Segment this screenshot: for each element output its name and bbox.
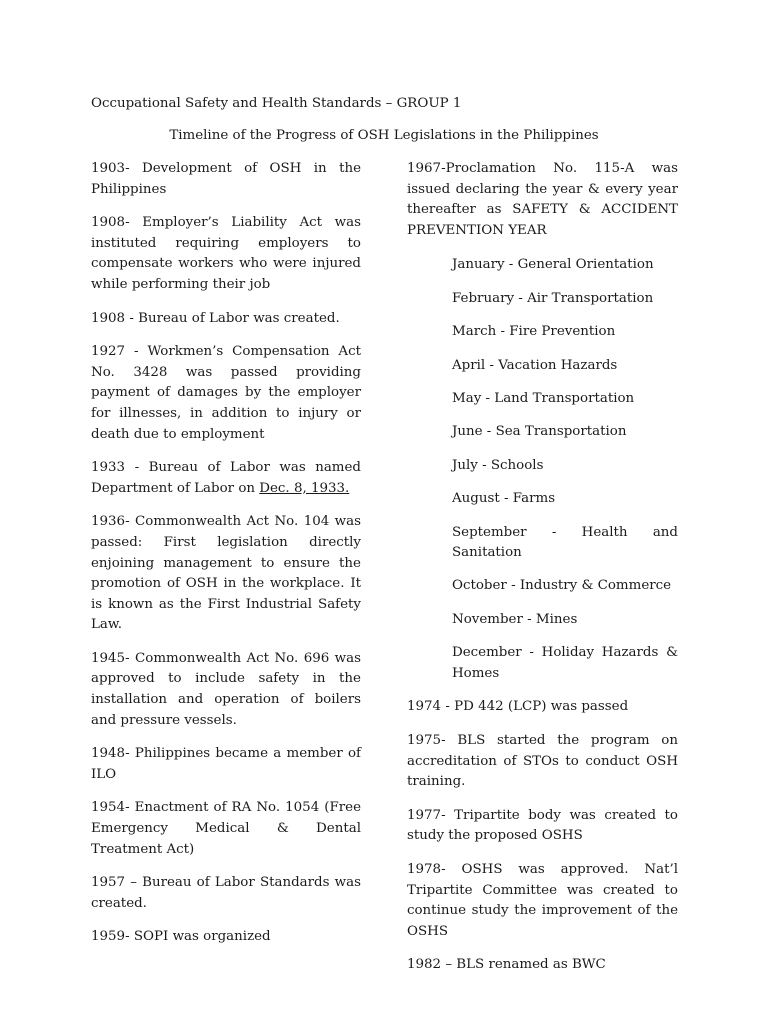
timeline-entry: 1908 - Bureau of Labor was created. xyxy=(91,310,340,326)
timeline-entry: 1945- Commonwealth Act No. 696 was approved to include safety in the installation and operation of boilers and pressure vessels. xyxy=(91,650,361,728)
timeline-entry-1933 xyxy=(91,458,361,499)
month-theme-item: November - Mines xyxy=(452,611,578,627)
month-theme-item: December - Holiday Hazards & Homes xyxy=(452,645,678,681)
timeline-entry: 1974 - PD 442 (LCP) was passed xyxy=(407,699,629,715)
month-theme-item: February - Air Transportation xyxy=(452,290,654,306)
month-theme-item: May - Land Transportation xyxy=(452,390,635,406)
timeline-entry: 1957 – Bureau of Labor Standards was created. xyxy=(91,875,361,911)
timeline-entry: 1936- Commonwealth Act No. 104 was passed: First legislation directly enjoining management to ensure the promotion of OSH in the workplace. It is known as the First Industrial Safety Law. xyxy=(91,514,361,633)
timeline-entry: 1908- Employer’s Liability Act was instituted requiring employers to compensate workers who were injured while performing their job xyxy=(91,215,361,292)
timeline-entry: 1975- BLS started the program on accreditation of STOs to conduct OSH training. xyxy=(407,733,678,790)
timeline-entry: 1977- Tripartite body was created to study the proposed OSHS xyxy=(407,807,678,844)
month-theme-item: January - General Orientation xyxy=(452,257,654,273)
timeline-entry: 1978- OSHS was approved. Nat’l Tripartite Committee was created to continue study the improvement of the OSHS xyxy=(407,862,678,939)
proclamation-entry: 1967-Proclamation No. 115-A was issued declaring the year & every year thereafter as SAFETY & ACCIDENT PREVENTION YEAR xyxy=(407,161,678,238)
timeline-entry: 1927 - Workmen’s Compensation Act No. 3428 was passed providing payment of damages by the employer for illnesses, in addition to injury or death due to employment xyxy=(91,344,361,442)
timeline-entry: 1954- Enactment of RA No. 1054 (Free Emergency Medical & Dental Treatment Act) xyxy=(91,800,361,857)
month-theme-item: August - Farms xyxy=(452,491,556,507)
month-theme-item: October - Industry & Commerce xyxy=(452,578,672,594)
month-theme-list xyxy=(407,255,678,684)
timeline-entry: 1959- SOPI was organized xyxy=(91,929,271,945)
month-theme-item: September - Health and Sanitation xyxy=(452,524,678,561)
timeline-entry: 1982 – BLS renamed as BWC xyxy=(407,957,606,973)
right-column xyxy=(407,159,678,989)
month-theme-item: April - Vacation Hazards xyxy=(452,357,618,373)
timeline-entry: 1903- Development of OSH in the Philippines xyxy=(91,161,361,197)
underlined-date: Dec. 8, 1933. xyxy=(259,480,350,496)
month-theme-item: June - Sea Transportation xyxy=(452,424,627,440)
document-title: Occupational Safety and Health Standards – GROUP 1 xyxy=(91,96,462,111)
month-theme-item: March - Fire Prevention xyxy=(452,324,616,340)
month-theme-item: July - Schools xyxy=(452,457,544,473)
entry-text: 1933 - Bureau of Labor was named Department of Labor on xyxy=(91,460,361,496)
left-column xyxy=(91,159,361,961)
timeline-entry: 1948- Philippines became a member of ILO xyxy=(91,746,361,782)
document-subtitle: Timeline of the Progress of OSH Legislations in the Philippines xyxy=(169,128,599,143)
